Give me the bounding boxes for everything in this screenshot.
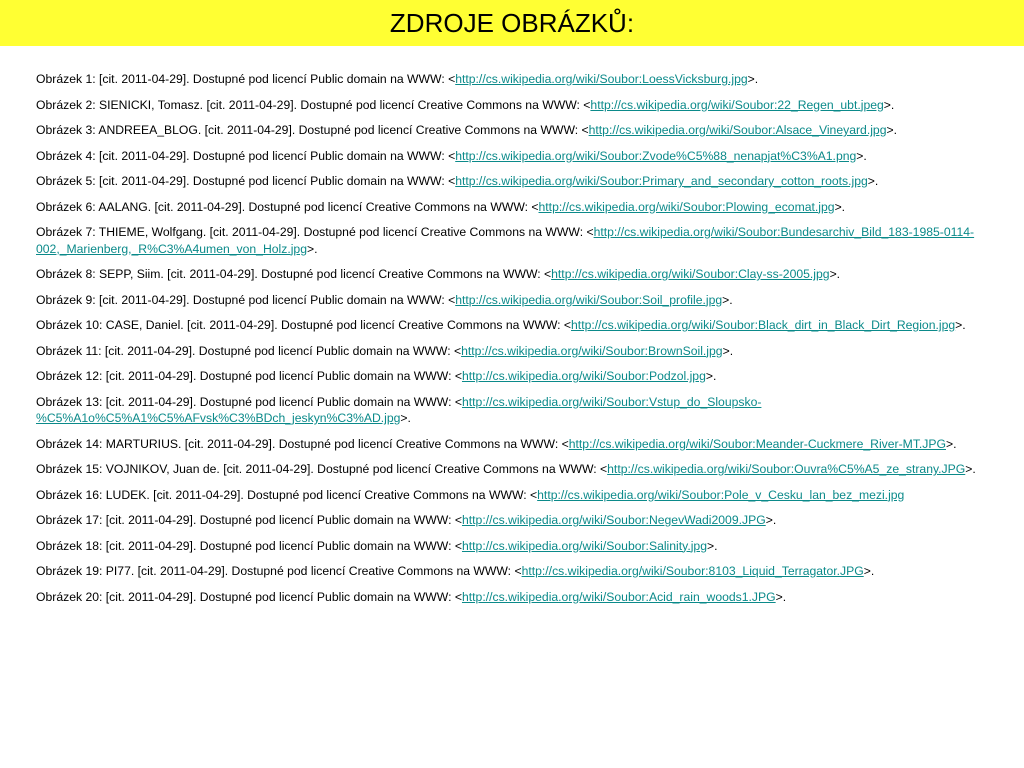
source-suffix: >. (765, 513, 777, 527)
source-entry (36, 292, 1018, 309)
source-suffix: >. (747, 72, 759, 86)
source-link[interactable]: http://cs.wikipedia.org/wiki/Soubor:Soil_profile.jpg (455, 292, 723, 307)
source-citation-text: Obrázek 15: VOJNIKOV, Juan de. [cit. 2011-04-29]. Dostupné pod licencí Creative Commons na WWW: < (36, 462, 608, 476)
source-citation-text: Obrázek 13: [cit. 2011-04-29]. Dostupné pod licencí Public domain na WWW: < (36, 394, 462, 409)
source-citation-text: Obrázek 10: CASE, Daniel. [cit. 2011-04-29]. Dostupné pod licencí Creative Commons na WWW: < (36, 318, 572, 332)
source-suffix: >. (856, 148, 867, 163)
source-citation-text: Obrázek 20: [cit. 2011-04-29]. Dostupné pod licencí Public domain na WWW: < (36, 589, 462, 604)
source-entry (36, 97, 1018, 114)
source-link[interactable]: http://cs.wikipedia.org/wiki/Soubor:Podzol.jpg (461, 369, 706, 383)
title-banner (0, 0, 1024, 46)
source-link[interactable]: http://cs.wikipedia.org/wiki/Soubor:Primary_and_secondary_cotton_roots.jpg (455, 174, 868, 188)
source-link[interactable]: http://cs.wikipedia.org/wiki/Soubor:22_Regen_ubt.jpeg (590, 97, 884, 112)
source-link[interactable]: http://cs.wikipedia.org/wiki/Soubor:Bundesarchiv_Bild_183-1985-0114-002,_Marienberg,_R%C3%A4umen_von_Holz.jpg (36, 225, 975, 256)
source-entry (36, 148, 1018, 165)
source-entry (36, 266, 1018, 283)
source-link[interactable]: http://cs.wikipedia.org/wiki/Soubor:BrownSoil.jpg (461, 343, 723, 358)
source-suffix: >. (946, 436, 957, 451)
source-suffix: >. (883, 97, 895, 112)
source-link[interactable]: http://cs.wikipedia.org/wiki/Soubor:Ouvra%C5%A5_ze_strany.JPG (607, 462, 966, 476)
source-suffix: >. (965, 462, 976, 476)
source-entry (36, 436, 1018, 453)
source-link[interactable]: http://cs.wikipedia.org/wiki/Soubor:LoessVicksburg.jpg (455, 72, 748, 86)
source-link[interactable]: http://cs.wikipedia.org/wiki/Soubor:Salinity.jpg (461, 538, 707, 553)
source-link[interactable]: http://cs.wikipedia.org/wiki/Soubor:Pole_v_Cesku_lan_bez_mezi.jpg (537, 487, 905, 502)
source-entry (36, 173, 1018, 190)
source-suffix: >. (775, 589, 787, 604)
source-link[interactable]: http://cs.wikipedia.org/wiki/Soubor:Vstup_do_Sloupsko-%C5%A1o%C5%A1%C5%AFvsk%C3%BDch_jeskyn%C3%AD.jpg (36, 394, 762, 425)
source-citation-text: Obrázek 5: [cit. 2011-04-29]. Dostupné pod licencí Public domain na WWW: < (36, 174, 456, 188)
image-source-list (36, 71, 1018, 614)
source-entry (36, 589, 1018, 606)
source-suffix: >. (829, 267, 841, 281)
source-link[interactable]: http://cs.wikipedia.org/wiki/Soubor:Alsace_Vineyard.jpg (588, 123, 887, 137)
source-citation-text: Obrázek 1: [cit. 2011-04-29]. Dostupné pod licencí Public domain na WWW: < (36, 72, 456, 86)
source-citation-text: Obrázek 12: [cit. 2011-04-29]. Dostupné pod licencí Public domain na WWW: < (36, 369, 462, 383)
source-citation-text: Obrázek 18: [cit. 2011-04-29]. Dostupné pod licencí Public domain na WWW: < (36, 538, 462, 553)
source-entry (36, 368, 1018, 385)
source-suffix: >. (400, 411, 411, 425)
source-citation-text: Obrázek 17: [cit. 2011-04-29]. Dostupné pod licencí Public domain na WWW: < (36, 513, 462, 527)
source-citation-text: Obrázek 7: THIEME, Wolfgang. [cit. 2011-04-29]. Dostupné pod licencí Creative Commons na WWW: < (36, 225, 594, 239)
source-entry (36, 394, 1018, 427)
source-entry (36, 563, 1018, 580)
source-suffix: >. (863, 564, 875, 578)
source-link[interactable]: http://cs.wikipedia.org/wiki/Soubor:Zvode%C5%88_nenapjat%C3%A1.png (455, 148, 857, 163)
source-suffix: >. (705, 369, 717, 383)
source-citation-text: Obrázek 9: [cit. 2011-04-29]. Dostupné pod licencí Public domain na WWW: < (36, 292, 456, 307)
source-link[interactable]: http://cs.wikipedia.org/wiki/Soubor:Clay-ss-2005.jpg (551, 267, 830, 281)
source-link[interactable]: http://cs.wikipedia.org/wiki/Soubor:Acid_rain_woods1.JPG (461, 589, 776, 604)
source-entry (36, 122, 1018, 139)
source-citation-text: Obrázek 16: LUDEK. [cit. 2011-04-29]. Dostupné pod licencí Creative Commons na WWW: < (36, 487, 538, 502)
source-suffix: >. (722, 292, 733, 307)
source-entry (36, 71, 1018, 88)
source-entry (36, 512, 1018, 529)
source-suffix: >. (867, 174, 879, 188)
source-link[interactable]: http://cs.wikipedia.org/wiki/Soubor:Black_dirt_in_Black_Dirt_Region.jpg (571, 318, 956, 332)
source-citation-text: Obrázek 11: [cit. 2011-04-29]. Dostupné pod licencí Public domain na WWW: < (36, 343, 462, 358)
source-entry (36, 343, 1018, 360)
source-suffix: >. (307, 241, 318, 256)
source-citation-text: Obrázek 8: SEPP, Siim. [cit. 2011-04-29]. Dostupné pod licencí Creative Commons na WWW: < (36, 267, 552, 281)
source-citation-text: Obrázek 14: MARTURIUS. [cit. 2011-04-29]. Dostupné pod licencí Creative Commons na WWW: < (36, 436, 569, 451)
source-entry (36, 461, 1018, 478)
source-link[interactable]: http://cs.wikipedia.org/wiki/Soubor:NegevWadi2009.JPG (461, 513, 766, 527)
source-citation-text: Obrázek 6: AALANG. [cit. 2011-04-29]. Dostupné pod licencí Creative Commons na WWW: < (36, 199, 539, 214)
source-suffix: >. (722, 343, 734, 358)
source-entry (36, 224, 1018, 257)
source-suffix: >. (706, 538, 718, 553)
source-suffix: >. (955, 318, 966, 332)
source-suffix: >. (834, 199, 846, 214)
source-suffix: >. (886, 123, 897, 137)
source-link[interactable]: http://cs.wikipedia.org/wiki/Soubor:Plowing_ecomat.jpg (538, 199, 835, 214)
slide-title: ZDROJE OBRÁZKŮ: (389, 7, 635, 38)
source-entry (36, 199, 1018, 216)
source-entry (36, 487, 1018, 504)
source-link[interactable]: http://cs.wikipedia.org/wiki/Soubor:8103_Liquid_Terragator.JPG (521, 564, 864, 578)
source-citation-text: Obrázek 19: PI77. [cit. 2011-04-29]. Dostupné pod licencí Creative Commons na WWW: < (36, 564, 522, 578)
source-entry (36, 538, 1018, 555)
source-citation-text: Obrázek 3: ANDREEA_BLOG. [cit. 2011-04-29]. Dostupné pod licencí Creative Commons na WWW: < (36, 123, 589, 137)
source-citation-text: Obrázek 2: SIENICKI, Tomasz. [cit. 2011-04-29]. Dostupné pod licencí Creative Commons na WWW: < (36, 97, 591, 112)
source-entry (36, 317, 1018, 334)
source-link[interactable]: http://cs.wikipedia.org/wiki/Soubor:Meander-Cuckmere_River-MT.JPG (568, 436, 946, 451)
source-citation-text: Obrázek 4: [cit. 2011-04-29]. Dostupné pod licencí Public domain na WWW: < (36, 148, 456, 163)
